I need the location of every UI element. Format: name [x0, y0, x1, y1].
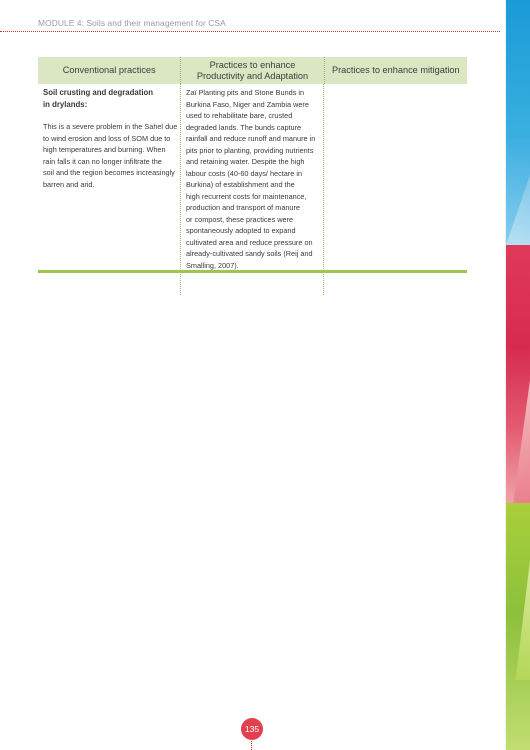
page-number-badge: 135: [241, 718, 263, 740]
table-header-row: [38, 57, 467, 84]
text-line: Smalling, 2007).: [186, 260, 239, 270]
cell-conventional: [38, 84, 181, 295]
header-adaptation-line-1: Practices to enhance: [209, 59, 296, 70]
title-line: Soil crusting and degradation: [43, 88, 154, 97]
table-row: [38, 84, 467, 295]
text-line: and retaining water. Despite the high: [186, 157, 305, 166]
cell-adaptation-text: [186, 87, 318, 271]
text-line: Zaï Planting pits and Stone Bunds in: [186, 88, 305, 97]
text-line: production and transport of manure: [186, 203, 300, 212]
decorative-side-strip: [506, 0, 530, 750]
cell-conventional-title: [43, 87, 175, 110]
text-line: pits prior to planting, providing nutrients: [186, 145, 314, 155]
text-line: used to rehabilitate bare, crusted: [186, 111, 293, 120]
header-conventional-line: Conventional practices: [62, 65, 156, 76]
header-conventional: [38, 57, 181, 84]
text-line: rainfall and reduce runoff and manure in: [186, 134, 316, 143]
text-line: to wind erosion and loss of SOM due to: [43, 133, 171, 143]
text-line: high temperatures and burning. When: [43, 145, 166, 154]
cell-mitigation: [324, 84, 467, 295]
cell-adaptation: [181, 84, 324, 295]
text-line: Burkina Faso, Niger and Zambia were: [186, 99, 309, 109]
text-line: already-cultivated sandy soils (Reij and: [186, 249, 313, 258]
header-adaptation-line-2: Productivity and Adaptation: [196, 70, 309, 81]
header-mitigation-line: Practices to enhance mitigation: [331, 65, 460, 76]
text-line: rain falls it can no longer infiltrate the: [43, 156, 162, 166]
text-line: degraded lands. The bunds capture: [186, 122, 302, 132]
cell-conventional-text: [43, 121, 178, 190]
strip-shadow: [504, 0, 506, 750]
text-line: soil and the region becomes increasingly: [43, 168, 175, 177]
text-line: labour costs (40-60 days/ hectare in: [186, 168, 303, 178]
table-bottom-rule: [38, 270, 467, 273]
text-line: barren and arid.: [43, 179, 95, 189]
header-divider: [0, 31, 500, 32]
header-mitigation: [325, 57, 467, 84]
title-line: in drylands:: [43, 99, 88, 109]
text-line: high recurrent costs for maintenance,: [186, 191, 307, 201]
running-header: MODULE 4: Soils and their management for CSA: [38, 18, 226, 28]
text-line: Burkina) of establishment and the: [186, 180, 295, 189]
text-line: or compost, these practices were: [186, 214, 294, 224]
practices-table: [38, 57, 467, 295]
header-adaptation: [181, 57, 324, 84]
page-number-dotted-line: [251, 741, 252, 750]
text-line: This is a severe problem in the Sahel due: [43, 122, 178, 131]
text-line: spontaneously adopted to expand: [186, 226, 296, 235]
text-line: cultivated area and reduce pressure on: [186, 237, 313, 247]
